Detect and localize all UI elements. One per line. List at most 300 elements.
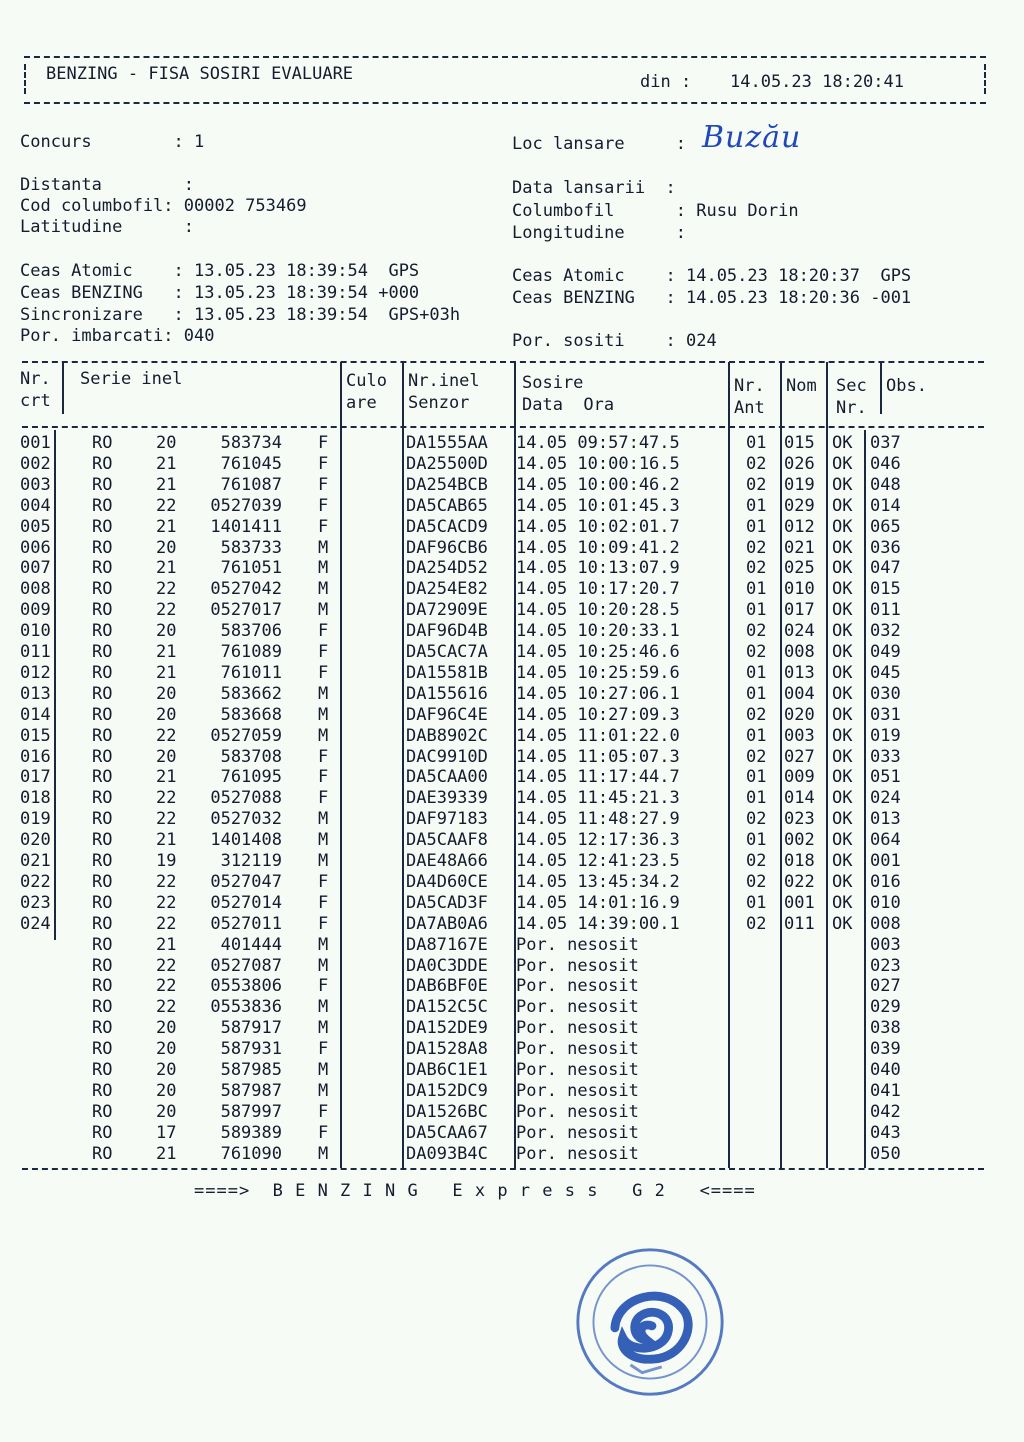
cell-sosire: 14.05 10:27:06.1 (516, 683, 680, 704)
cell-sec: OK (832, 767, 853, 788)
cell-senzor: DA87167E (406, 934, 488, 955)
cell-ant: 01 (746, 662, 767, 683)
column-separator (728, 362, 730, 1168)
cell-sec: OK (832, 725, 853, 746)
cell-sosire: Por. nesosit (516, 1039, 639, 1060)
cell-yr: 21 (156, 830, 177, 851)
cell-nom: 003 (784, 725, 815, 746)
cell-obs: 032 (870, 621, 901, 642)
cell-yr: 19 (156, 851, 177, 871)
cell-nom: 013 (784, 662, 815, 683)
cell-senzor: DA1555AA (406, 433, 488, 453)
cell-senzor: DAC9910D (406, 746, 488, 767)
cell-ant: 01 (746, 600, 767, 621)
hdr-obs: Obs. (886, 376, 927, 396)
cell-ring: 587987 (220, 1080, 282, 1101)
cell-sosire: 14.05 11:48:27.9 (516, 809, 680, 830)
cell-obs: 047 (870, 558, 901, 579)
cell-nom: 010 (784, 579, 815, 600)
cell-sex: M (318, 558, 329, 579)
cell-yr: 21 (156, 558, 177, 579)
cell-sosire: Por. nesosit (516, 1143, 639, 1164)
cell-nr: 009 (20, 600, 51, 621)
cell-sosire: 14.05 12:41:23.5 (516, 851, 680, 871)
cell-ring: 583662 (220, 683, 282, 704)
cell-sec: OK (832, 809, 853, 830)
cell-obs: 038 (870, 1018, 901, 1039)
cell-ant: 01 (746, 767, 767, 788)
cell-yr: 22 (156, 579, 177, 600)
column-separator (54, 430, 56, 940)
cell-sec: OK (832, 851, 853, 871)
cell-nom: 020 (784, 704, 815, 725)
cell-nom: 001 (784, 892, 815, 913)
cell-yr: 21 (156, 934, 177, 955)
cell-sex: F (318, 788, 329, 809)
cell-ro: RO (92, 516, 113, 537)
por-sositi-field: Por. sositi : 024 (512, 331, 717, 351)
cell-ring: 0527087 (210, 955, 282, 976)
cell-senzor: DA72909E (406, 600, 488, 621)
sincronizare-field: Sincronizare : 13.05.23 18:39:54 GPS+03h (20, 305, 461, 325)
cell-sex: F (318, 662, 329, 683)
table-header-rule (22, 426, 984, 428)
cell-sex: M (318, 579, 329, 600)
cell-sec: OK (832, 704, 853, 725)
cell-ant: 01 (746, 892, 767, 913)
cell-ro: RO (92, 683, 113, 704)
cell-nom: 009 (784, 767, 815, 788)
cell-obs: 065 (870, 516, 901, 537)
cell-ro: RO (92, 955, 113, 976)
cell-yr: 22 (156, 495, 177, 516)
cell-senzor: DA254D52 (406, 558, 488, 579)
cell-obs: 036 (870, 537, 901, 558)
cell-sosire: 14.05 14:39:00.1 (516, 913, 680, 934)
cell-sec: OK (832, 830, 853, 851)
cell-senzor: DA5CAB65 (406, 495, 488, 516)
cell-obs: 037 (870, 433, 901, 453)
cell-ro: RO (92, 997, 113, 1018)
cell-sosire: Por. nesosit (516, 1018, 639, 1039)
cell-sex: M (318, 704, 329, 725)
hdr-data-ora: Data Ora (522, 395, 615, 415)
cell-senzor: DAF97183 (406, 809, 488, 830)
cell-nom: 008 (784, 642, 815, 662)
hdr-nr-inel: Nr.inel (408, 371, 480, 391)
cell-yr: 22 (156, 725, 177, 746)
cell-senzor: DAE48A66 (406, 851, 488, 871)
cell-sosire: 14.05 10:17:20.7 (516, 579, 680, 600)
cell-nr: 007 (20, 558, 51, 579)
hdr-nom: Nom (786, 376, 817, 396)
cell-yr: 20 (156, 433, 177, 453)
cell-ant: 02 (746, 746, 767, 767)
cell-nom: 029 (784, 495, 815, 516)
cell-ro: RO (92, 892, 113, 913)
hdr-nr: Nr. (20, 369, 51, 389)
cell-yr: 20 (156, 537, 177, 558)
cell-yr: 20 (156, 1039, 177, 1060)
cell-yr: 22 (156, 600, 177, 621)
cell-ring: 583706 (220, 621, 282, 642)
cell-ant: 02 (746, 621, 767, 642)
cod-columbofil-field: Cod columbofil: 00002 753469 (20, 196, 307, 216)
cell-nom: 026 (784, 453, 815, 474)
cell-ro: RO (92, 1018, 113, 1039)
cell-ro: RO (92, 600, 113, 621)
cell-senzor: DA1528A8 (406, 1039, 488, 1060)
cell-senzor: DA25500D (406, 453, 488, 474)
cell-sec: OK (832, 746, 853, 767)
hdr-ant: Ant (734, 398, 765, 418)
cell-yr: 20 (156, 1101, 177, 1122)
cell-sex: M (318, 809, 329, 830)
cell-sex: M (318, 1060, 329, 1080)
cell-nr: 012 (20, 662, 51, 683)
cell-sec: OK (832, 537, 853, 558)
cell-nr: 024 (20, 913, 51, 934)
cell-nr: 004 (20, 495, 51, 516)
hdr-nr-ant: Nr. (734, 376, 765, 396)
cell-sec: OK (832, 600, 853, 621)
cell-yr: 22 (156, 871, 177, 892)
cell-nom: 023 (784, 809, 815, 830)
cell-sosire: Por. nesosit (516, 1101, 639, 1122)
ceas-benzing-start: Ceas BENZING : 13.05.23 18:39:54 +000 (20, 283, 420, 303)
table-bottom-rule (22, 1168, 984, 1170)
cell-obs: 033 (870, 746, 901, 767)
cell-ring: 0527011 (210, 913, 282, 934)
concurs-field: Concurs : 1 (20, 132, 205, 152)
cell-nom: 015 (784, 433, 815, 453)
cell-obs: 008 (870, 913, 901, 934)
cell-yr: 22 (156, 955, 177, 976)
cell-ro: RO (92, 746, 113, 767)
cell-yr: 22 (156, 997, 177, 1018)
cell-sec: OK (832, 892, 853, 913)
cell-obs: 011 (870, 600, 901, 621)
cell-sosire: Por. nesosit (516, 1080, 639, 1101)
cell-yr: 22 (156, 809, 177, 830)
cell-obs: 013 (870, 809, 901, 830)
cell-obs: 027 (870, 976, 901, 997)
cell-yr: 21 (156, 662, 177, 683)
cell-yr: 21 (156, 516, 177, 537)
cell-senzor: DA15581B (406, 662, 488, 683)
cell-nr: 005 (20, 516, 51, 537)
cell-yr: 20 (156, 1080, 177, 1101)
cell-ant: 02 (746, 558, 767, 579)
longitudine-field: Longitudine : (512, 223, 686, 243)
hdr-crt: crt (20, 391, 51, 411)
cell-senzor: DAB6BF0E (406, 976, 488, 997)
cell-obs: 043 (870, 1122, 901, 1143)
cell-nr: 010 (20, 621, 51, 642)
cell-sex: F (318, 642, 329, 662)
cell-yr: 20 (156, 683, 177, 704)
cell-ring: 401444 (220, 934, 282, 955)
cell-sosire: 14.05 11:17:44.7 (516, 767, 680, 788)
cell-obs: 023 (870, 955, 901, 976)
cell-ro: RO (92, 662, 113, 683)
loc-lansare-handwritten: Buzău (702, 120, 802, 155)
cell-yr: 17 (156, 1122, 177, 1143)
table-top-rule (22, 361, 984, 363)
cell-nr: 011 (20, 642, 51, 662)
cell-ant: 02 (746, 851, 767, 871)
cell-ring: 0527059 (210, 725, 282, 746)
cell-senzor: DA152DC9 (406, 1080, 488, 1101)
cell-yr: 20 (156, 704, 177, 725)
cell-sex: M (318, 1143, 329, 1164)
cell-ring: 587931 (220, 1039, 282, 1060)
cell-senzor: DAE39339 (406, 788, 488, 809)
cell-sex: M (318, 1080, 329, 1101)
cell-senzor: DA5CAC7A (406, 642, 488, 662)
cell-obs: 010 (870, 892, 901, 913)
cell-ro: RO (92, 809, 113, 830)
cell-sex: F (318, 767, 329, 788)
cell-ro: RO (92, 1060, 113, 1080)
cell-ring: 583734 (220, 433, 282, 453)
cell-ro: RO (92, 579, 113, 600)
cell-sosire: 14.05 10:25:46.6 (516, 642, 680, 662)
cell-senzor: DA254BCB (406, 474, 488, 495)
hdr-sec: Sec (836, 376, 867, 396)
cell-ant: 01 (746, 516, 767, 537)
cell-sex: M (318, 1018, 329, 1039)
cell-obs: 042 (870, 1101, 901, 1122)
cell-sex: F (318, 495, 329, 516)
cell-ro: RO (92, 830, 113, 851)
cell-senzor: DA5CAAF8 (406, 830, 488, 851)
cell-obs: 049 (870, 642, 901, 662)
cell-nr: 021 (20, 851, 51, 871)
cell-yr: 21 (156, 1143, 177, 1164)
cell-ant: 02 (746, 642, 767, 662)
cell-sec: OK (832, 579, 853, 600)
column-separator (880, 362, 882, 414)
cell-sex: F (318, 976, 329, 997)
cell-ro: RO (92, 1122, 113, 1143)
cell-ant: 01 (746, 683, 767, 704)
cell-obs: 014 (870, 495, 901, 516)
cell-ro: RO (92, 913, 113, 934)
cell-ring: 0527032 (210, 809, 282, 830)
cell-sec: OK (832, 621, 853, 642)
cell-sex: M (318, 830, 329, 851)
cell-nr: 002 (20, 453, 51, 474)
cell-sex: F (318, 1101, 329, 1122)
cell-nr: 017 (20, 767, 51, 788)
footer-banner: ====> B E N Z I N G E x p r e s s G 2 <==== (194, 1181, 756, 1201)
cell-ring: 761045 (220, 453, 282, 474)
cell-ring: 0527014 (210, 892, 282, 913)
cell-nr: 013 (20, 683, 51, 704)
cell-senzor: DA155616 (406, 683, 488, 704)
column-separator (340, 362, 342, 1168)
cell-yr: 20 (156, 1018, 177, 1039)
ceas-atomic-start: Ceas Atomic : 13.05.23 18:39:54 GPS (20, 261, 420, 281)
cell-ro: RO (92, 621, 113, 642)
cell-nr: 006 (20, 537, 51, 558)
cell-senzor: DA1526BC (406, 1101, 488, 1122)
cell-sex: F (318, 1039, 329, 1060)
cell-sex: M (318, 683, 329, 704)
cell-ring: 1401408 (210, 830, 282, 851)
cell-sosire: 14.05 11:45:21.3 (516, 788, 680, 809)
cell-yr: 21 (156, 453, 177, 474)
cell-yr: 22 (156, 892, 177, 913)
cell-yr: 20 (156, 621, 177, 642)
cell-ring: 761095 (220, 767, 282, 788)
cell-ant: 02 (746, 809, 767, 830)
cell-sex: M (318, 851, 329, 871)
cell-nom: 017 (784, 600, 815, 621)
cell-ant: 02 (746, 871, 767, 892)
cell-senzor: DAF96CB6 (406, 537, 488, 558)
cell-sec: OK (832, 913, 853, 934)
cell-senzor: DA4D60CE (406, 871, 488, 892)
cell-ring: 0527042 (210, 579, 282, 600)
cell-sosire: 14.05 10:27:09.3 (516, 704, 680, 725)
cell-nr: 018 (20, 788, 51, 809)
cell-senzor: DAB8902C (406, 725, 488, 746)
cell-senzor: DA0C3DDE (406, 955, 488, 976)
print-date: 14.05.23 18:20:41 (730, 72, 904, 92)
cell-obs: 045 (870, 662, 901, 683)
cell-sosire: 14.05 14:01:16.9 (516, 892, 680, 913)
cell-nr: 014 (20, 704, 51, 725)
cell-sec: OK (832, 788, 853, 809)
cell-obs: 064 (870, 830, 901, 851)
hdr-sosire: Sosire (522, 373, 584, 393)
cell-ant: 02 (746, 704, 767, 725)
cell-sosire: Por. nesosit (516, 997, 639, 1018)
cell-nr: 020 (20, 830, 51, 851)
cell-sosire: 14.05 13:45:34.2 (516, 871, 680, 892)
cell-sec: OK (832, 453, 853, 474)
cell-ro: RO (92, 453, 113, 474)
cell-nr: 019 (20, 809, 51, 830)
latitudine-field: Latitudine : (20, 217, 194, 237)
cell-sec: OK (832, 495, 853, 516)
cell-sosire: 14.05 10:00:46.2 (516, 474, 680, 495)
cell-ro: RO (92, 558, 113, 579)
ceas-atomic-end: Ceas Atomic : 14.05.23 18:20:37 GPS (512, 266, 912, 286)
cell-senzor: DA152C5C (406, 997, 488, 1018)
cell-ant: 02 (746, 474, 767, 495)
cell-ring: 587997 (220, 1101, 282, 1122)
cell-ro: RO (92, 642, 113, 662)
cell-nom: 022 (784, 871, 815, 892)
cell-sex: M (318, 955, 329, 976)
date-label: din : (640, 72, 692, 92)
hdr-culoare-2: are (346, 393, 377, 413)
cell-ring: 312119 (220, 851, 282, 871)
cell-sec: OK (832, 516, 853, 537)
cell-nom: 025 (784, 558, 815, 579)
cell-sosire: 14.05 11:05:07.3 (516, 746, 680, 767)
cell-obs: 050 (870, 1143, 901, 1164)
cell-ring: 0527039 (210, 495, 282, 516)
cell-obs: 039 (870, 1039, 901, 1060)
cell-sosire: Por. nesosit (516, 934, 639, 955)
cell-obs: 029 (870, 997, 901, 1018)
cell-obs: 031 (870, 704, 901, 725)
cell-ring: 0527047 (210, 871, 282, 892)
cell-nom: 019 (784, 474, 815, 495)
cell-nr: 003 (20, 474, 51, 495)
cell-nom: 012 (784, 516, 815, 537)
cell-nom: 011 (784, 913, 815, 934)
cell-sex: M (318, 600, 329, 621)
cell-nr: 008 (20, 579, 51, 600)
cell-yr: 20 (156, 1060, 177, 1080)
cell-ring: 587985 (220, 1060, 282, 1080)
cell-ring: 583668 (220, 704, 282, 725)
cell-sosire: 14.05 10:20:33.1 (516, 621, 680, 642)
cell-yr: 22 (156, 976, 177, 997)
cell-obs: 046 (870, 453, 901, 474)
cell-nr: 023 (20, 892, 51, 913)
cell-ro: RO (92, 433, 113, 453)
cell-sosire: 14.05 10:13:07.9 (516, 558, 680, 579)
cell-ant: 01 (746, 579, 767, 600)
cell-sosire: 14.05 10:02:01.7 (516, 516, 680, 537)
cell-ro: RO (92, 474, 113, 495)
ceas-benzing-end: Ceas BENZING : 14.05.23 18:20:36 -001 (512, 288, 912, 308)
cell-sosire: 14.05 09:57:47.5 (516, 433, 680, 453)
cell-yr: 22 (156, 788, 177, 809)
cell-nom: 004 (784, 683, 815, 704)
cell-obs: 051 (870, 767, 901, 788)
cell-sosire: Por. nesosit (516, 976, 639, 997)
cell-sec: OK (832, 683, 853, 704)
cell-ro: RO (92, 1101, 113, 1122)
cell-obs: 015 (870, 579, 901, 600)
cell-sec: OK (832, 474, 853, 495)
cell-senzor: DA5CAA00 (406, 767, 488, 788)
cell-yr: 21 (156, 642, 177, 662)
cell-senzor: DA152DE9 (406, 1018, 488, 1039)
cell-sex: F (318, 871, 329, 892)
column-separator (826, 362, 828, 1168)
cell-ring: 0553836 (210, 997, 282, 1018)
column-separator (864, 430, 866, 1168)
cell-ring: 761011 (220, 662, 282, 683)
cell-obs: 041 (870, 1080, 901, 1101)
cell-sex: M (318, 997, 329, 1018)
cell-sosire: Por. nesosit (516, 1122, 639, 1143)
cell-ring: 589389 (220, 1122, 282, 1143)
cell-sosire: 14.05 10:00:16.5 (516, 453, 680, 474)
cell-yr: 20 (156, 746, 177, 767)
cell-sec: OK (832, 871, 853, 892)
cell-sec: OK (832, 558, 853, 579)
document-title: BENZING - FISA SOSIRI EVALUARE (46, 64, 354, 84)
cell-sosire: 14.05 10:01:45.3 (516, 495, 680, 516)
cell-ro: RO (92, 976, 113, 997)
cell-ring: 1401411 (210, 516, 282, 537)
cell-sosire: 14.05 12:17:36.3 (516, 830, 680, 851)
cell-ant: 01 (746, 830, 767, 851)
cell-nom: 027 (784, 746, 815, 767)
cell-sex: F (318, 474, 329, 495)
cell-senzor: DA5CACD9 (406, 516, 488, 537)
cell-nr: 016 (20, 746, 51, 767)
